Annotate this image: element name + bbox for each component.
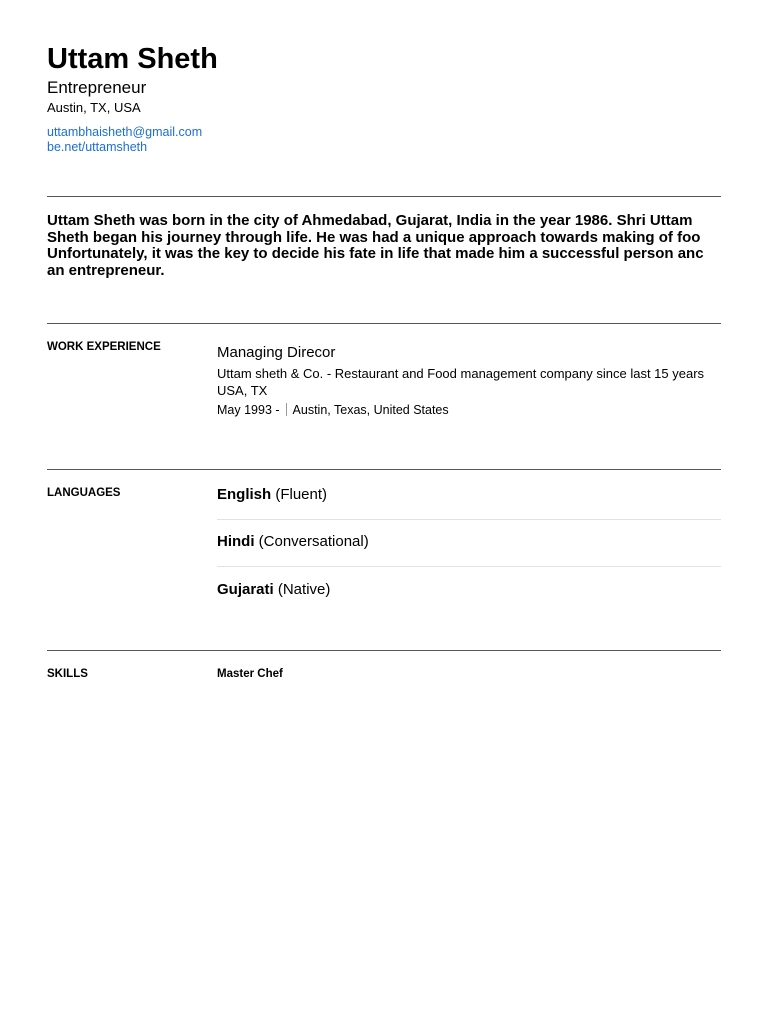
language-item xyxy=(217,532,721,552)
summary-line: Sheth began his journey through life. He was had a unique approach towards making of foo xyxy=(47,229,701,246)
skill-item: Master Chef xyxy=(217,668,283,680)
summary-line: Unfortunately, it was the key to decide his fate in life that made him a successful person anc xyxy=(47,246,704,263)
summary-line: Uttam Sheth was born in the city of Ahmedabad, Gujarat, India in the year 1986. Shri Uttam xyxy=(47,213,693,229)
job-date: May 1993 - xyxy=(217,403,280,417)
summary-paragraph xyxy=(47,213,721,285)
language-divider xyxy=(217,566,721,567)
job-description-line: USA, TX xyxy=(217,383,268,398)
website-link[interactable]: be.net/uttamsheth xyxy=(47,140,148,154)
language-level: (Fluent) xyxy=(275,486,328,503)
job-meta xyxy=(217,403,449,418)
divider xyxy=(47,323,721,324)
language-divider xyxy=(217,519,721,520)
language-item xyxy=(217,580,721,600)
resume-page xyxy=(47,0,721,1024)
language-name: English xyxy=(217,486,272,503)
summary-line: an entrepreneur. xyxy=(47,262,165,279)
section-title-skills: SKILLS xyxy=(47,668,88,680)
divider xyxy=(47,469,721,470)
language-item xyxy=(217,485,721,505)
job-description-line: Uttam sheth & Co. - Restaurant and Food management company since last 15 years xyxy=(217,366,705,381)
job-description xyxy=(217,365,721,399)
section-title-languages: LANGUAGES xyxy=(47,487,121,499)
location: Austin, TX, USA xyxy=(47,100,141,115)
job-title: Managing Direcor xyxy=(217,344,336,361)
language-name: Hindi xyxy=(217,533,255,550)
job-place: Austin, Texas, United States xyxy=(292,403,449,417)
headline: Entrepreneur xyxy=(47,78,147,97)
divider xyxy=(47,650,721,651)
meta-separator xyxy=(286,403,287,416)
language-level: (Conversational) xyxy=(258,533,369,550)
language-name: Gujarati xyxy=(217,581,274,598)
language-level: (Native) xyxy=(277,581,331,598)
email-link[interactable]: uttambhaisheth@gmail.com xyxy=(47,125,203,139)
person-name: Uttam Sheth xyxy=(47,43,218,75)
divider xyxy=(47,196,721,197)
section-title-work-experience: WORK EXPERIENCE xyxy=(47,341,161,353)
